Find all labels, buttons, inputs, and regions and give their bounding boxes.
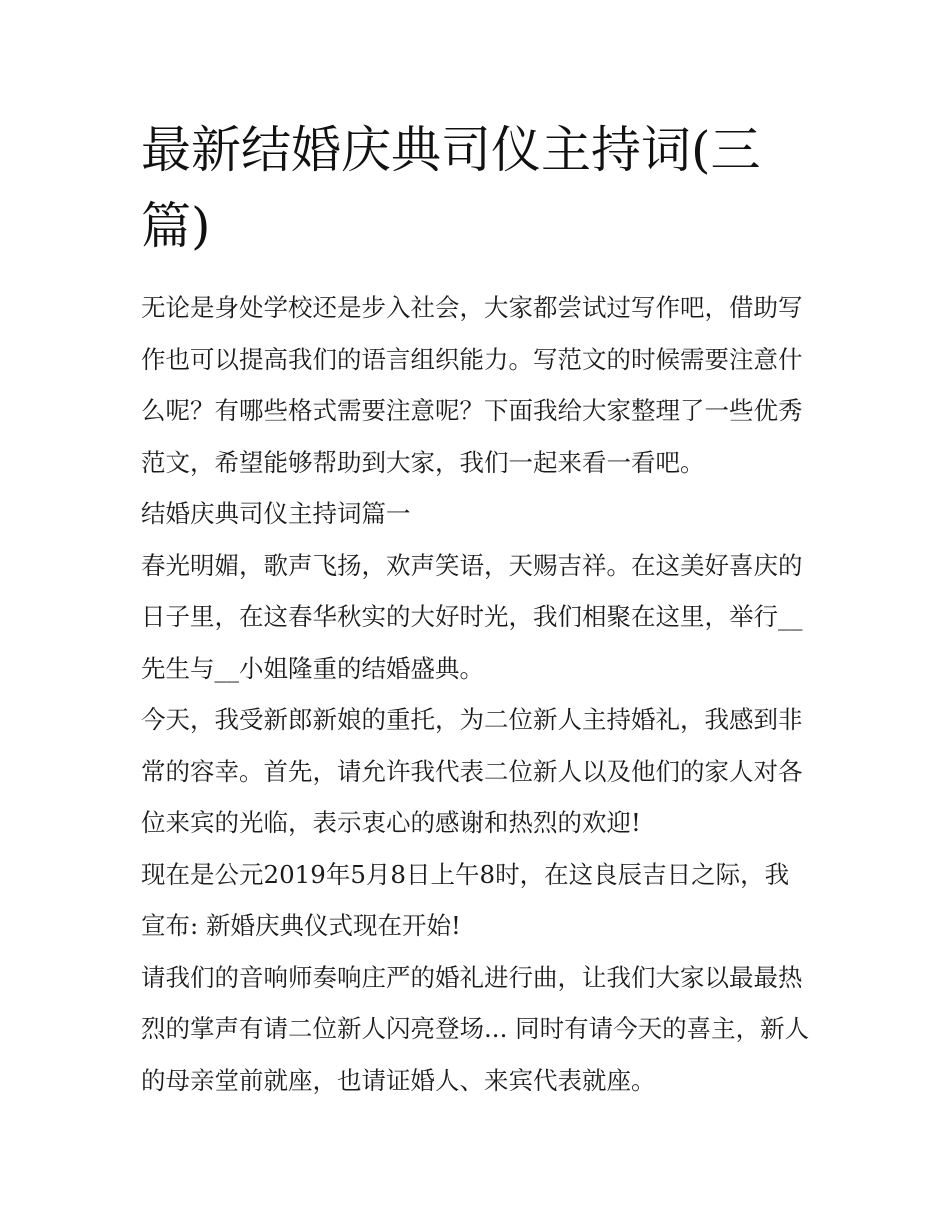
- section-heading: 结婚庆典司仪主持词篇一: [141, 499, 411, 528]
- body-paragraph: 现在是公元2019年5月8日上午8时，在这良辰吉日之际，我宣布: 新婚庆典仪式现在开始!: [141, 859, 790, 940]
- document-title: 最新结婚庆典司仪主持词(三篇): [141, 121, 761, 255]
- document-body: [141, 282, 813, 1106]
- body-paragraph: 请我们的音响师奏响庄严的婚礼进行曲，让我们大家以最最热烈的掌声有请二位新人闪亮登场... 同时有请今天的喜主，新人的母亲堂前就座，也请证婚人、来宾代表就座。: [141, 962, 810, 1095]
- body-paragraph: 今天，我受新郎新娘的重托，为二位新人主持婚礼，我感到非常的容幸。首先，请允许我代表二位新人以及他们的家人对各位来宾的光临，表示衷心的感谢和热烈的欢迎!: [141, 705, 803, 837]
- intro-paragraph: 无论是身处学校还是步入社会，大家都尝试过写作吧，借助写作也可以提高我们的语言组织能力。写范文的时候需要注意什么呢？有哪些格式需要注意呢？下面我给大家整理了一些优秀范文，希望能够帮助到大家，我们一起来看一看吧。: [141, 293, 803, 477]
- document-content: [141, 112, 813, 1106]
- body-paragraph: 春光明媚，歌声飞扬，欢声笑语，天赐吉祥。在这美好喜庆的日子里，在这春华秋实的大好时光，我们相聚在这里，举行__先生与__小姐隆重的结婚盛典。: [141, 550, 803, 683]
